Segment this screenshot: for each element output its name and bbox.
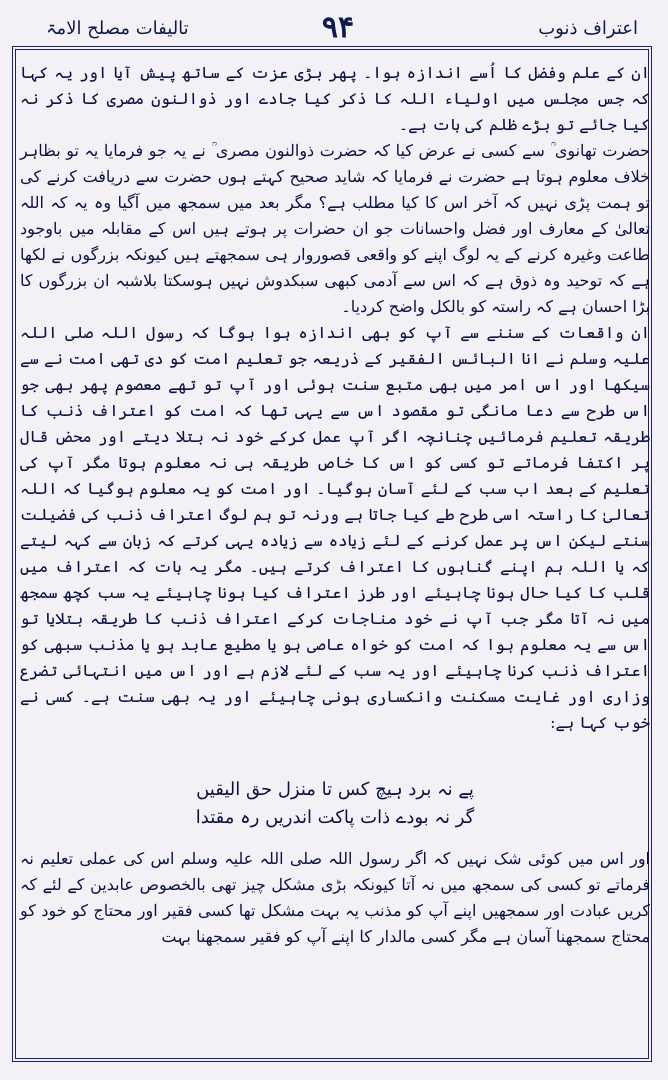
paragraph: ان واقعات کے سننے سے آپ کو بھی اندازہ ہوا ہوگا کہ رسول اللہ صلی اللہ علیہ وسلم نے انا البائس الفقیر کے ذریعہ جو تعلیم امت کو دی تھی امت نے سے سیکھا اور اس امر میں بھی متبع سنت ہوئی اور آپ تو تھے معصوم پھر بھی جو اس طرح سے دعا مانگی تو مقصود اس سے یہی تھا کہ امت کو اعتراف ذنب کا طریقہ تعلیم فرمائیں چنانچہ اگر آپ عمل کرکے خود نہ بتلا دیتے اور محض قال پر اکتفا فرماتے تو کسی کو اس کا خاص طریقہ ہی نہ معلوم ہوتا مگر آپ کی تعلیم کے بعد اب سب کے لئے آسان ہوگیا۔ اور امت کو یہ معلوم ہوگیا کہ اللہ تعالیٰ کا راستہ اسی طرح طے کیا جاتا ہے ورنہ تو ہم لوگ اعتراف ذنب کی فضیلت سنتے لیکن اس پر عمل کرنے کے لئے زیادہ سے زیادہ یہی کرتے کہ زبان سے کہہ لیتے کہ یا اللہ ہم اپنے گناہوں کا اعتراف کرتے ہیں۔ مگر یہ بات کہ اعتراف میں قلب کا کیا حال ہونا چاہیئے اور طرز اعتراف کیا ہونا چاہیئے یہ سب کچھ سمجھ میں نہ آتا مگر جب آپ نے خود مناجات کرکے اعتراف ذنب کا طریقہ بتلایا تو اس سے یہ معلوم ہوا کہ امت کو خواہ عاصی ہو یا مطیع عابد ہو یا مذنب سبھی کو اعتراف ذنب کرنا چاہیئے اور یہ سب کے لئے لازم ہے اور اس میں انتہائی تضرع وزاری اور غایت مسکنت وانکساری ہونی چاہیئے اور یہ بھی سنت ہے۔ کسی نے خوب کہا ہے: bbox=[20, 323, 650, 732]
paragraph: حضرت تھانوی ؒ سے کسی نے عرض کیا کہ حضرت ذوالنون مصری ؒ نے یہ جو فرمایا یہ تو بظاہر خلاف معلوم ہوتا ہے حضرت نے فرمایا کہ شاید صحیح کہتے ہوں حضرت سے دریافت کرنے کی تو ہمت پڑی نہیں کہ آخر اس کا کیا مطلب ہے؟ مگر بعد میں سمجھ میں آگیا وہ یہ کہ اللہ تعالیٰ کے معارف اور فضل واحسانات جو ان حضرات پر ہوتے ہیں اس کے مقابلہ میں باوجود طاعت وغیرہ کرنے کے یہ لوگ اپنے کو واقعی قصوروار ہی سمجھتے ہیں کیونکہ بزرگوں نے لکھا ہے کہ توحید وہ ذوق ہے کہ اس سے آدمی کبھی سبکدوش نہیں ہوسکتا بلاشبہ ان بزرگوں کا بڑا احسان ہے کہ راستہ کو بالکل واضح کردیا۔ bbox=[20, 141, 651, 316]
poetry-couplet bbox=[20, 776, 650, 832]
book-series-title: تالیفات مصلح الامۃ bbox=[46, 18, 189, 39]
poetry-line: گر نہ بودے ذات پاکت اندریں رہ مقتدا bbox=[195, 807, 475, 828]
body-text bbox=[20, 60, 650, 950]
page-number: ۹۴ bbox=[321, 10, 355, 45]
chapter-title: اعتراف ذنوب bbox=[538, 18, 638, 39]
poetry-line: پے نہ برد ہیچ کس تا منزل حق الیقیں bbox=[196, 779, 474, 800]
paragraph: ان کے علم وفضل کا اُسے اندازہ ہوا۔ پھر بڑی عزت کے ساتھ پیش آیا اور یہ کہا کہ جس مجلس میں اولیاء اللہ کا ذکر کیا جادے اور ذوالنون مصری کا ذکر نہ کیا جائے تو بڑے ظلم کی بات ہے۔ bbox=[20, 63, 650, 134]
page-header bbox=[22, 6, 654, 48]
paragraph: اور اس میں کوئی شک نہیں کہ اگر رسول اللہ صلی اللہ علیہ وسلم اس کی عملی تعلیم نہ فرماتے تو کسی کی سمجھ میں نہ آتا کیونکہ بڑی مشکل چیز تھی بالخصوص عابدین کے لئے کہ کریں عبادت اور سمجھیں اپنے آپ کو مذنب یہ بہت مشکل تھا کسی فقیر اور محتاج کو خود کو محتاج سمجھنا آسان ہے مگر کسی مالدار کا اپنے آپ کو فقیر سمجھنا بہت bbox=[20, 849, 650, 946]
